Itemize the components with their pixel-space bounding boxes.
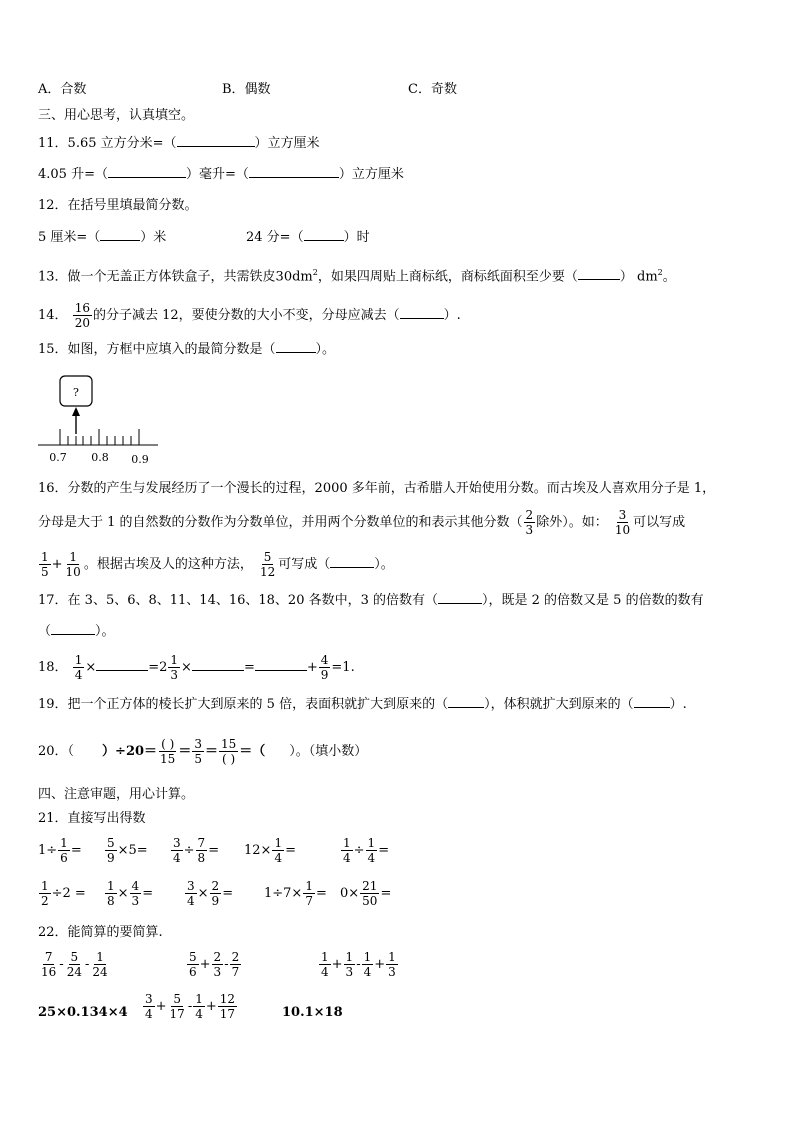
calc-21-5: $\frac{1}{4}$ ÷ $\frac{1}{4}$ = — [343, 836, 390, 865]
question-16-line2: 分母是大于 1 的自然数的分数作为分数单位，并用两个分数单位的和表示其他分数（ $\frac{2}{3}$ 除外）。如： $\frac{3}{10}$ 可以写成 — [38, 508, 686, 537]
question-16-line3: $\frac{1}{5}$ + $\frac{1}{10}$ 。根据古埃及人的这种方法， $\frac{5}{12}$ 可写成（ ）。 — [41, 550, 394, 579]
question-12b: 24 分=（ ）时 — [246, 230, 370, 245]
question-12: 12．在括号里填最简分数。 — [38, 198, 198, 213]
question-22: 22．能简算的要简算. — [38, 925, 163, 940]
tick-label-0.9: 0.9 — [131, 453, 149, 466]
question-13: 13．做一个无盖正方体铁盒子，共需铁皮$30dm^2$，如果四周贴上商标纸，商标纸面积至少要（ ） $dm^2$。 — [38, 268, 676, 285]
option-b: B．偶数 — [222, 82, 271, 97]
fraction-16-20: $\frac{16}{20}$ — [74, 301, 90, 330]
question-17-line1: 17．在 3、5、6、8、11、14、16、18、20 各数中，3 的倍数有（ ），既是 2 的倍数又是 5 的倍数的数有 — [38, 593, 704, 608]
number-line-figure — [36, 370, 166, 466]
calc-21-10: 0× $\frac{21}{50}$ = — [340, 879, 392, 908]
calc-21-4: 12× $\frac{1}{4}$ = — [244, 836, 296, 865]
calc-21-3: $\frac{3}{4}$ ÷ $\frac{7}{8}$ = — [173, 836, 220, 865]
question-19: 19．把一个正方体的棱长扩大到原来的 5 倍，表面积就扩大到原来的（ ），体积就扩大到原来的（ ）. — [38, 697, 687, 712]
question-11b: 4.05 升=（ ）毫升=（ ）立方厘米 — [38, 167, 404, 182]
ticks — [60, 429, 139, 445]
tick-label-0.7: 0.7 — [49, 451, 67, 464]
tick-label-0.8: 0.8 — [91, 451, 109, 464]
question-16-line1: 16．分数的产生与发展经历了一个漫长的过程，2000 多年前，古希腊人开始使用分数。而古埃及人喜欢用分子是 1， — [38, 481, 716, 496]
question-15: 15．如图，方框中应填入的最简分数是（ ）。 — [38, 342, 336, 357]
question-17-line2: （ ）。 — [38, 624, 115, 639]
calc-22-5: $\frac{3}{4}$ + $\frac{5}{17}$ - $\frac{1}{4}$ + $\frac{12}{17}$ — [145, 992, 236, 1021]
calc-22-4: 25×0.134×4 — [38, 1005, 128, 1020]
calc-22-1: $\frac{7}{16}$ - $\frac{5}{24}$ - $\frac{1}{24}$ — [41, 950, 108, 979]
box-question-mark: ? — [73, 386, 79, 399]
question-21: 21．直接写出得数 — [38, 811, 146, 826]
calc-21-6: $\frac{1}{2}$ ÷2 = — [41, 879, 86, 908]
option-c: C．奇数 — [408, 82, 457, 97]
arrow-head — [72, 407, 80, 416]
calc-21-8: $\frac{3}{4}$ × $\frac{2}{9}$ = — [187, 879, 234, 908]
calc-21-9: 1÷7× $\frac{1}{7}$ = — [264, 879, 327, 908]
calc-22-2: $\frac{5}{6}$ + $\frac{2}{3}$ - $\frac{2}{7}$ — [189, 950, 240, 979]
section-4-heading: 四、注意审题，用心计算。 — [38, 787, 195, 802]
calc-22-3: $\frac{1}{4}$ + $\frac{1}{3}$ - $\frac{1}{4}$ + $\frac{1}{3}$ — [321, 950, 396, 979]
calc-21-1: 1÷ $\frac{1}{6}$ = — [38, 836, 82, 865]
question-11a: 11．5.65 立方分米=（ ）立方厘米 — [38, 136, 320, 151]
calc-21-2: $\frac{5}{9}$ ×5= — [107, 836, 148, 865]
question-12a: 5 厘米=（ ）米 — [38, 230, 167, 245]
section-3-heading: 三、用心思考，认真填空。 — [38, 108, 195, 123]
option-a: A．合数 — [38, 82, 87, 97]
question-20: 20．（ ）÷20＝ ( ) 15 ＝ $\frac{3}{5}$ ＝ 15 ( ) ＝（ ）。（填小数） — [38, 737, 368, 766]
calc-22-6: 10.1×18 — [282, 1005, 343, 1020]
question-14: 14． $\frac{16}{20}$ 的分子减去 12，要使分数的大小不变，分母应减去（ ）. — [38, 301, 461, 330]
question-18: 18． $\frac{1}{4}$ × =2 $\frac{1}{3}$ × = + $\frac{4}{9}$ =1. — [38, 653, 355, 682]
calc-21-7: $\frac{1}{8}$ × $\frac{4}{3}$ = — [107, 879, 154, 908]
